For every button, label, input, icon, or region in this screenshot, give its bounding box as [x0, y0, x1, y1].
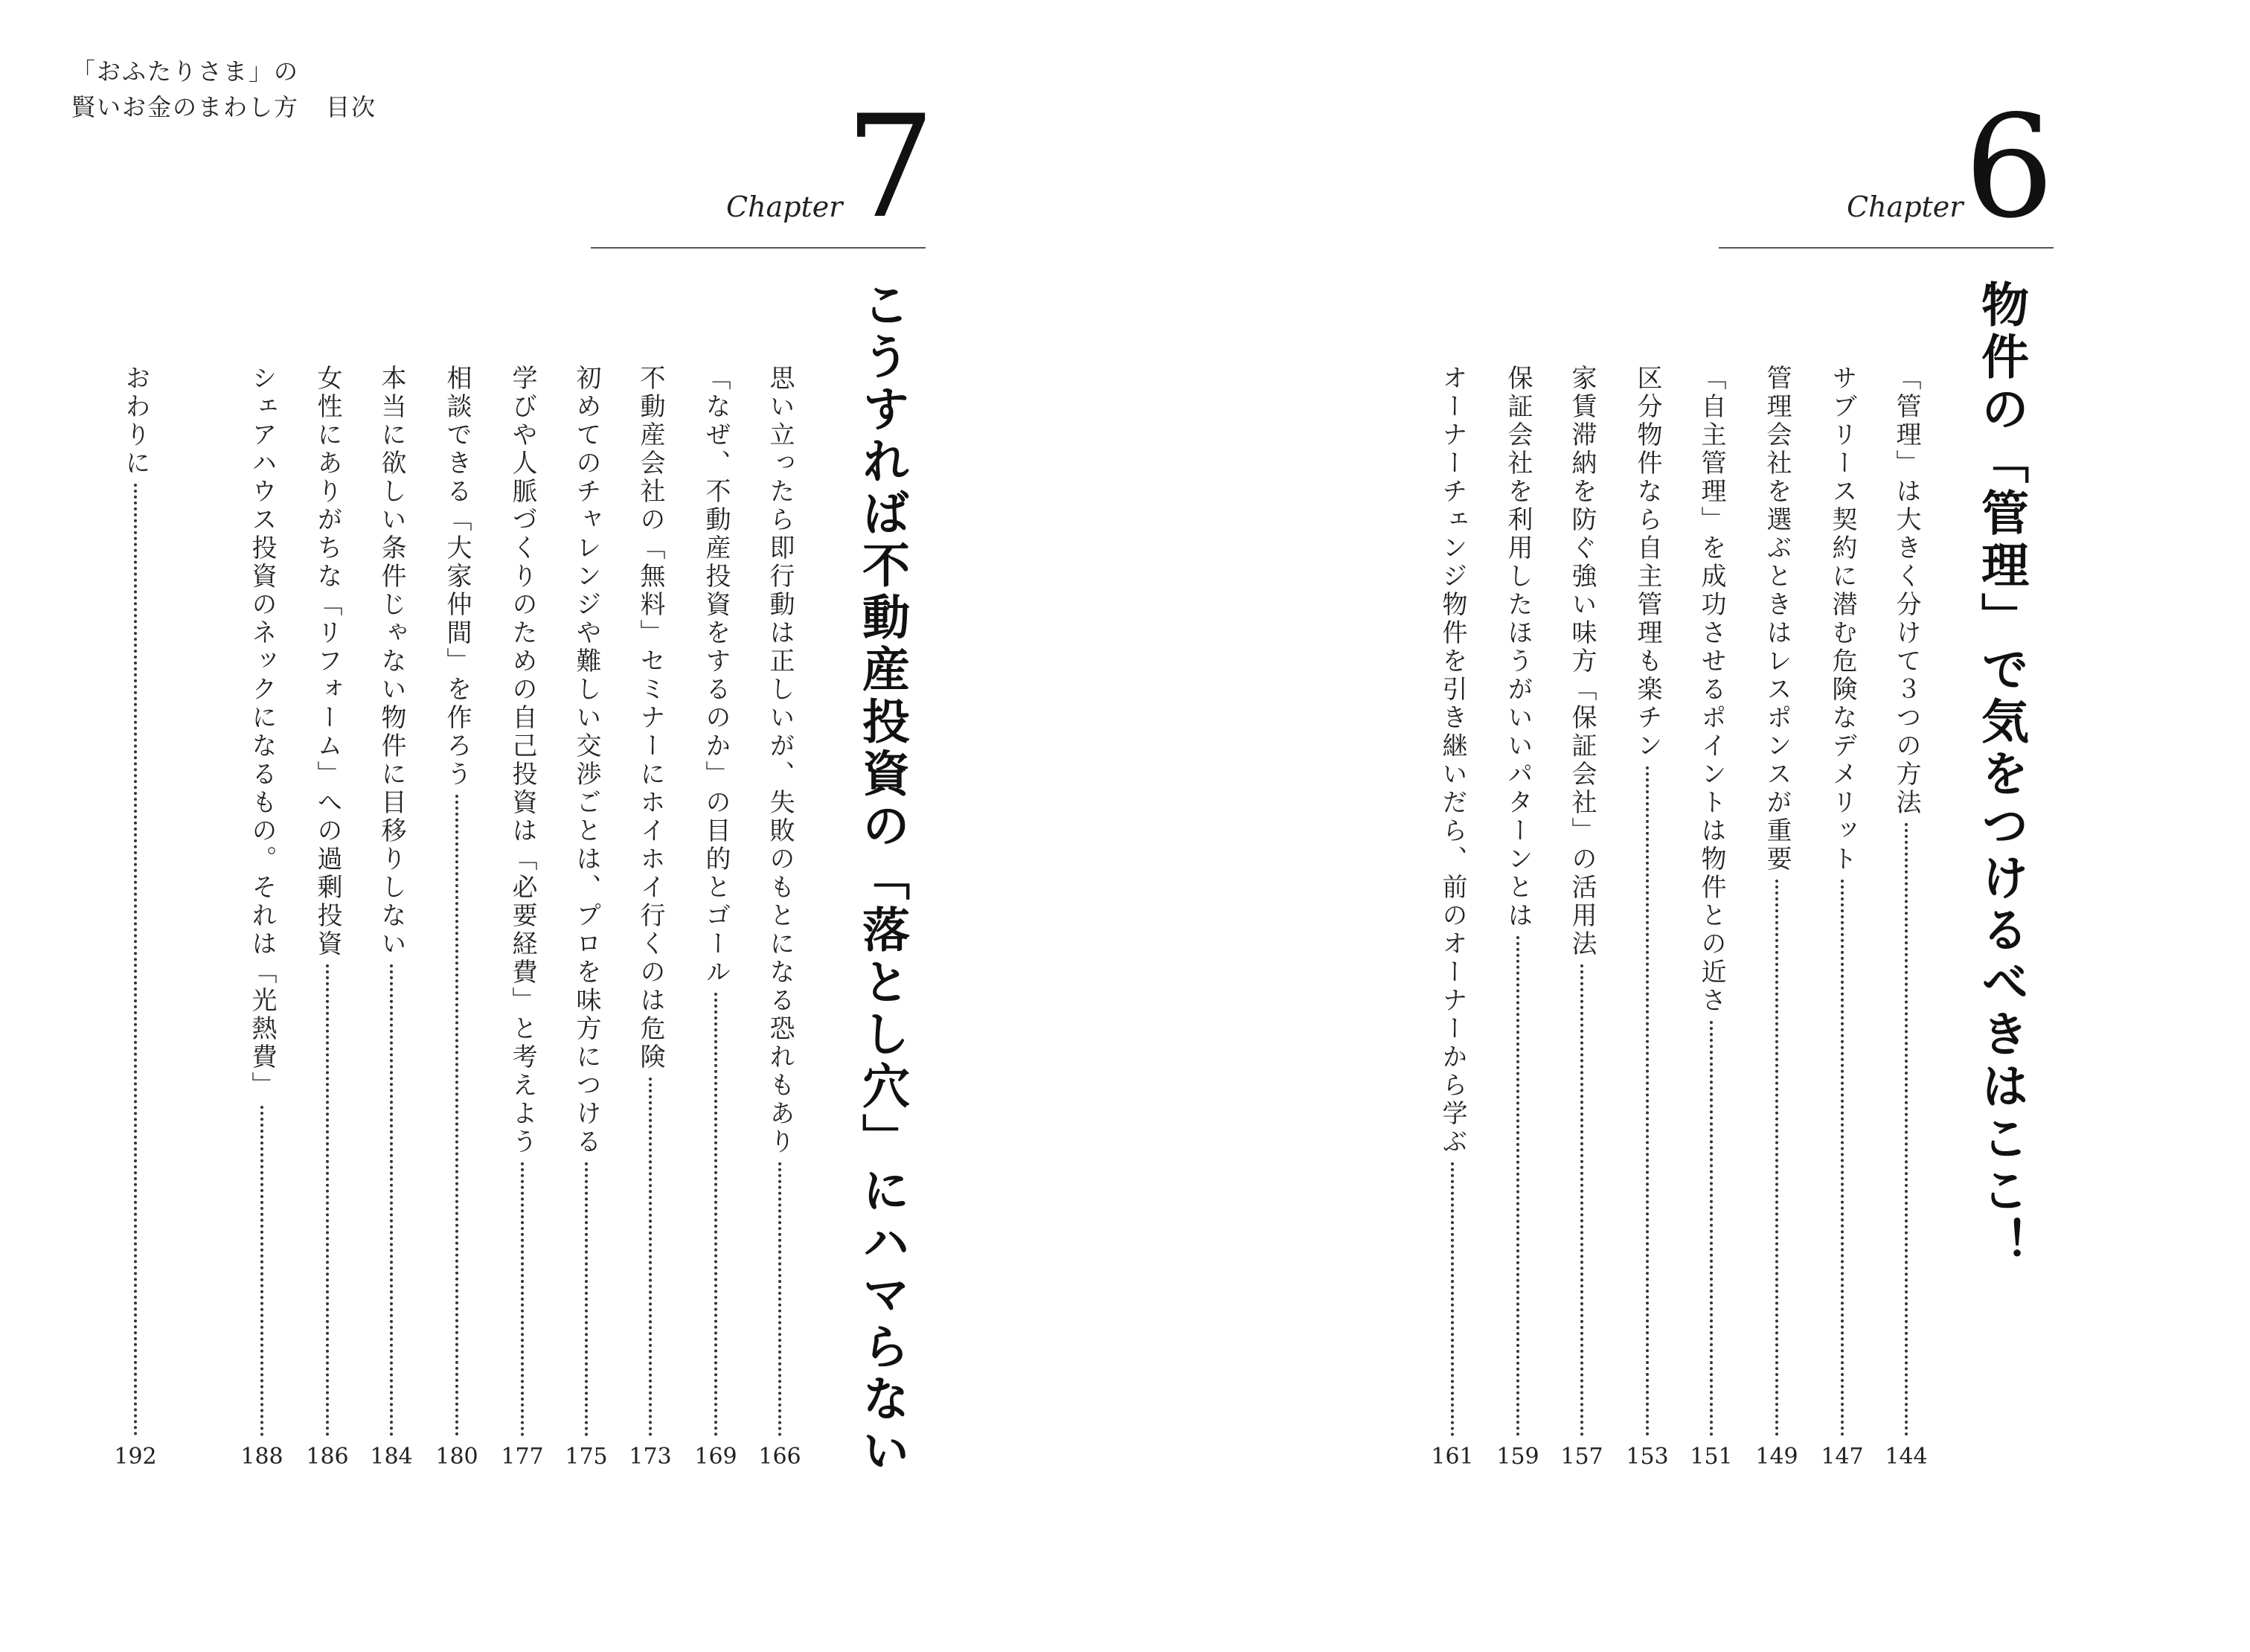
- chapter-6-dot-leader: [1841, 880, 1844, 1436]
- chapter-6-entry[interactable]: [1826, 365, 1859, 1466]
- chapter-7-dot-leader: [714, 993, 717, 1436]
- chapter-6-title: 物件の「管理」で気をつけるべきはここ！: [1973, 280, 2029, 1270]
- chapter-7-entry[interactable]: [311, 365, 344, 1466]
- chapter-6-entry[interactable]: [1436, 365, 1469, 1466]
- chapter-6-entry-text: 家賃滞納を防ぐ強い味方「保証会社」の活用法: [1567, 365, 1597, 958]
- closing-dot-leader: [134, 484, 137, 1436]
- chapter-7-entry[interactable]: [375, 365, 408, 1466]
- chapter-7-entry-text: 思い立ったら即行動は正しいが、失敗のもとになる恐れもあり: [765, 365, 795, 1156]
- closing-page-number: 192: [114, 1444, 157, 1470]
- chapter-6-page-number: 147: [1821, 1444, 1864, 1470]
- chapter-6-dot-leader: [1451, 1162, 1454, 1436]
- chapter-7-dot-leader: [326, 964, 329, 1436]
- book-title: [71, 54, 376, 125]
- chapter-7-page-number: 177: [501, 1444, 544, 1470]
- chapter-7-entry-text: 「なぜ、不動産投資をするのか」の目的とゴール: [701, 365, 731, 987]
- chapter-7-page-number: 180: [435, 1444, 478, 1470]
- closing-entry-text: おわりに: [121, 365, 150, 478]
- chapter-7-entry[interactable]: [246, 365, 278, 1466]
- chapter-7-page-number: 169: [694, 1444, 737, 1470]
- chapter-6-entry[interactable]: [1631, 365, 1664, 1466]
- contents-label: 目次: [326, 93, 377, 121]
- chapter-6-dot-leader: [1905, 823, 1908, 1436]
- chapter-7-page-number: 184: [370, 1444, 413, 1470]
- chapter-7-dot-leader: [649, 1078, 652, 1436]
- chapter-6-dot-leader: [1710, 1021, 1713, 1436]
- chapter-6-page-number: 149: [1755, 1444, 1798, 1470]
- chapter-6-dot-leader: [1775, 880, 1778, 1436]
- chapter-7-page-number: 173: [629, 1444, 672, 1470]
- table-of-contents: [0, 365, 2250, 1525]
- chapter-6-entry[interactable]: [1890, 365, 1923, 1466]
- chapter-7-dot-leader: [521, 1162, 524, 1436]
- chapter-7-title: こうすれば不動産投資の「落とし穴」にハマらない: [854, 280, 910, 1478]
- chapter-7-page-number: 188: [240, 1444, 283, 1470]
- book-title-line-1: 「おふたりさま」の: [71, 57, 300, 86]
- chapter-7-entry-text: 相談できる「大家仲間」を作ろう: [442, 365, 472, 789]
- chapter-6-entry[interactable]: [1565, 365, 1598, 1466]
- book-title-line-2: [71, 89, 376, 125]
- chapter-7-entry-text: 女性にありがちな「リフォーム」への過剰投資: [312, 365, 342, 958]
- chapter-6-entry[interactable]: [1695, 365, 1728, 1466]
- chapter-6-rule: [1719, 247, 2054, 249]
- chapter-7-dot-leader: [778, 1162, 781, 1436]
- chapter-7-entry-text: シェアハウス投資のネックになるもの。それは「光熱費」: [247, 365, 277, 1100]
- chapter-7-page-number: 186: [306, 1444, 349, 1470]
- chapter-7-entry[interactable]: [506, 365, 539, 1466]
- chapter-6-entry-text: 区分物件なら自主管理も楽チン: [1632, 365, 1662, 761]
- chapter-7-entry[interactable]: [440, 365, 473, 1466]
- chapter-7-entry[interactable]: [634, 365, 667, 1466]
- chapter-6-entry-text: 保証会社を利用したほうがいいパターンとは: [1503, 365, 1533, 930]
- chapter-6-page-number: 159: [1496, 1444, 1539, 1470]
- chapter-6-entry-text: 「自主管理」を成功させるポイントは物件との近さ: [1696, 365, 1726, 1015]
- chapter-7-entry-text: 本当に欲しい条件じゃない物件に目移りしない: [376, 365, 406, 958]
- chapter-7-dot-leader: [455, 795, 458, 1436]
- chapter-7-page-number: 175: [565, 1444, 608, 1470]
- chapter-7-dot-leader: [585, 1162, 588, 1436]
- closing-entry[interactable]: [119, 365, 152, 1466]
- chapter-6-page-number: 144: [1885, 1444, 1928, 1470]
- chapter-6-entry-text: 管理会社を選ぶときはレスポンスが重要: [1762, 365, 1792, 874]
- book-title-main: 賢いお金のまわし方: [71, 93, 300, 121]
- chapter-7-entry-text: 学びや人脈づくりのための自己投資は「必要経費」と考えよう: [507, 365, 537, 1156]
- chapter-6-entry[interactable]: [1760, 365, 1793, 1466]
- chapter-7-entry[interactable]: [763, 365, 796, 1466]
- chapter-7-entry[interactable]: [570, 365, 603, 1466]
- chapter-6-entry-text: サブリース契約に潜む危険なデメリット: [1827, 365, 1857, 874]
- chapter-6-dot-leader: [1646, 766, 1649, 1436]
- chapter-7-number: 7: [845, 85, 935, 249]
- chapter-6-word: Chapter: [1847, 191, 1964, 223]
- chapter-7-dot-leader: [260, 1106, 263, 1436]
- chapter-7-dot-leader: [390, 964, 393, 1436]
- chapter-6-entry[interactable]: [1501, 365, 1534, 1466]
- chapter-6-page-number: 153: [1626, 1444, 1669, 1470]
- chapter-7-entry-text: 不動産会社の「無料」セミナーにホイホイ行くのは危険: [635, 365, 665, 1072]
- chapter-6-page-number: 161: [1431, 1444, 1474, 1470]
- chapter-6-entry-text: オーナーチェンジ物件を引き継いだら、前のオーナーから学ぶ: [1438, 365, 1467, 1156]
- chapter-7-entry-text: 初めてのチャレンジや難しい交渉ごとは、プロを味方につける: [571, 365, 601, 1156]
- chapter-7-word: Chapter: [726, 191, 843, 223]
- chapter-7-page-number: 166: [758, 1444, 801, 1470]
- chapter-7-rule: [591, 247, 926, 249]
- chapter-6-page-number: 157: [1560, 1444, 1603, 1470]
- chapter-6-dot-leader: [1516, 936, 1519, 1436]
- chapter-6-number: 6: [1964, 85, 2054, 249]
- chapter-6-entry-text: 「管理」は大きく分けて３つの方法: [1891, 365, 1921, 817]
- chapter-7-entry[interactable]: [699, 365, 732, 1466]
- chapter-6-page-number: 151: [1690, 1444, 1733, 1470]
- chapter-6-dot-leader: [1580, 964, 1583, 1436]
